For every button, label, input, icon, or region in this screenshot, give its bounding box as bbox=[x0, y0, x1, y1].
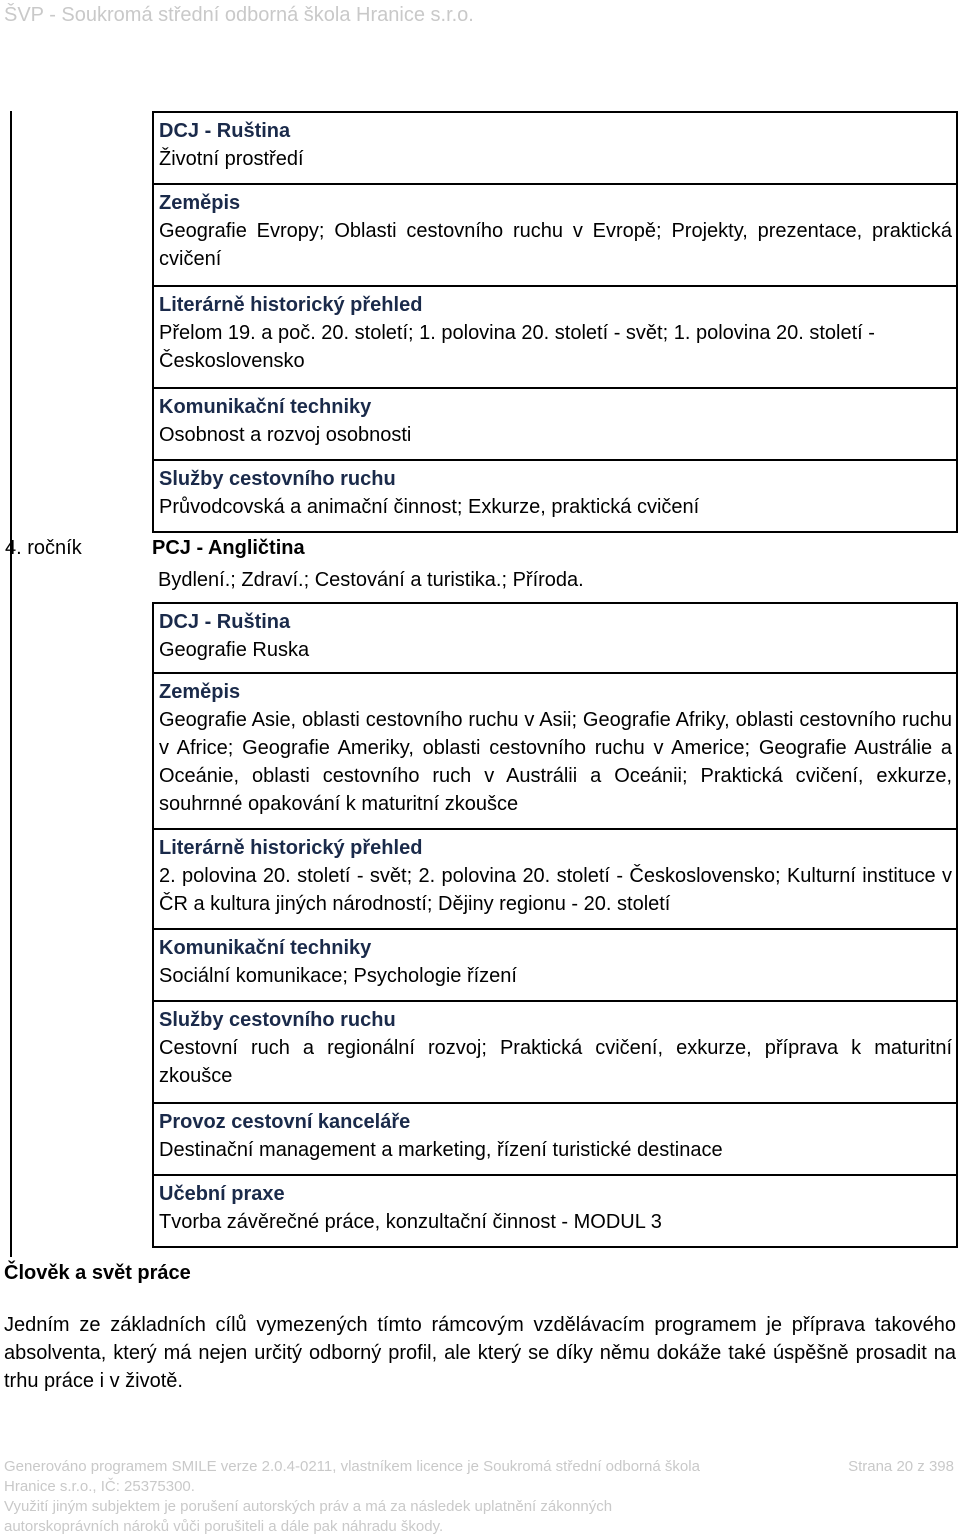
curriculum-cell-provoz-4 bbox=[152, 1104, 958, 1176]
subject-name: Literárně historický přehled bbox=[159, 294, 423, 316]
curriculum-cell-dcj-rustina-4 bbox=[152, 602, 958, 674]
page-footer bbox=[4, 1457, 956, 1537]
subject-topics-pcj: Bydlení.; Zdraví.; Cestování a turistika.; Příroda. bbox=[158, 569, 584, 591]
table-left-border bbox=[10, 111, 12, 1257]
curriculum-cell-dcj-rustina-3 bbox=[152, 111, 958, 185]
subject-name-pcj: PCJ - Angličtina bbox=[152, 537, 305, 559]
subject-topics: Průvodcovská a animační činnost; Exkurze, praktická cvičení bbox=[159, 496, 700, 518]
subject-topics: Osobnost a rozvoj osobnosti bbox=[159, 424, 412, 446]
curriculum-cell-sluzby-4 bbox=[152, 1002, 958, 1104]
page-number: Strana 20 z 398 bbox=[848, 1458, 954, 1475]
subject-topics: Životní prostředí bbox=[159, 148, 304, 170]
subject-name: DCJ - Ruština bbox=[159, 120, 291, 142]
curriculum-cell-sluzby-3 bbox=[152, 461, 958, 533]
subject-name: Služby cestovního ruchu bbox=[159, 468, 396, 490]
footer-line-4: autorskoprávních nároků vůči porušiteli a dále pak náhradu škody. bbox=[4, 1518, 444, 1535]
subject-topics: Geografie Asie, oblasti cestovního ruchu v Asii; Geografie Afriky, oblasti cestovního ruchu v Africe; Geografie Ameriky, oblasti cestovního ruchu v Americe; Geografie Austrálie a Oceánie, oblasti cestovního ruch v Austrálii a Oceánii; Praktická cvičení, exkurze, souhrnné opakování k maturitní zkoušce bbox=[159, 709, 952, 815]
curriculum-cell-komunikacni-3 bbox=[152, 389, 958, 461]
curriculum-cell-literarne-3 bbox=[152, 287, 958, 389]
subject-name: DCJ - Ruština bbox=[159, 611, 291, 633]
footer-line-2: Hranice s.r.o., IČ: 25375300. bbox=[4, 1478, 195, 1495]
subject-topics: Cestovní ruch a regionální rozvoj; Praktická cvičení, exkurze, příprava k maturitní zkoušce bbox=[159, 1037, 952, 1087]
subject-topics: Geografie Ruska bbox=[159, 639, 310, 661]
footer-line-3: Využití jiným subjektem je porušení autorských práv a má za následek uplatnění zákonných bbox=[4, 1498, 613, 1515]
section-paragraph: Jedním ze základních cílů vymezených tímto rámcovým vzdělávacím programem je příprava takového absolventa, který má nejen určitý odborný profil, ale který se díky němu dokáže také úspěšně prosadit na trhu práce i v životě. bbox=[4, 1314, 956, 1392]
subject-topics: Sociální komunikace; Psychologie řízení bbox=[159, 965, 517, 987]
section-heading: Člověk a svět práce bbox=[4, 1262, 191, 1284]
subject-name: Provoz cestovní kanceláře bbox=[159, 1111, 411, 1133]
subject-topics: Tvorba závěrečné práce, konzultační činnost - MODUL 3 bbox=[159, 1211, 662, 1233]
subject-topics: Přelom 19. a poč. 20. století; 1. polovina 20. století - svět; 1. polovina 20. století - Československo bbox=[159, 322, 875, 372]
curriculum-cell-ucebni-praxe-4 bbox=[152, 1176, 958, 1248]
curriculum-cell-literarne-4 bbox=[152, 830, 958, 930]
subject-name: Služby cestovního ruchu bbox=[159, 1009, 396, 1031]
subject-topics: Geografie Evropy; Oblasti cestovního ruchu v Evropě; Projekty, prezentace, praktická cvičení bbox=[159, 220, 952, 270]
subject-topics: Destinační management a marketing, řízení turistické destinace bbox=[159, 1139, 723, 1161]
subject-name: Literárně historický přehled bbox=[159, 837, 423, 859]
curriculum-cell-zemepis-3 bbox=[152, 185, 958, 287]
subject-topics: 2. polovina 20. století - svět; 2. polovina 20. století - Československo; Kulturní instituce v ČR a kultura jiných národností; Dějiny regionu - 20. století bbox=[159, 865, 952, 915]
subject-name: Učební praxe bbox=[159, 1183, 285, 1205]
curriculum-cell-zemepis-4 bbox=[152, 674, 958, 830]
subject-name: Komunikační techniky bbox=[159, 396, 372, 418]
page-header-title: ŠVP - Soukromá střední odborná škola Hranice s.r.o. bbox=[4, 4, 474, 26]
subject-name: Komunikační techniky bbox=[159, 937, 372, 959]
subject-name: Zeměpis bbox=[159, 192, 241, 214]
footer-line-1: Generováno programem SMILE verze 2.0.4-0211, vlastníkem licence je Soukromá střední odborná škola bbox=[4, 1458, 700, 1475]
subject-name: Zeměpis bbox=[159, 681, 241, 703]
curriculum-cell-komunikacni-4 bbox=[152, 930, 958, 1002]
year-label: 4. ročník bbox=[5, 537, 82, 559]
